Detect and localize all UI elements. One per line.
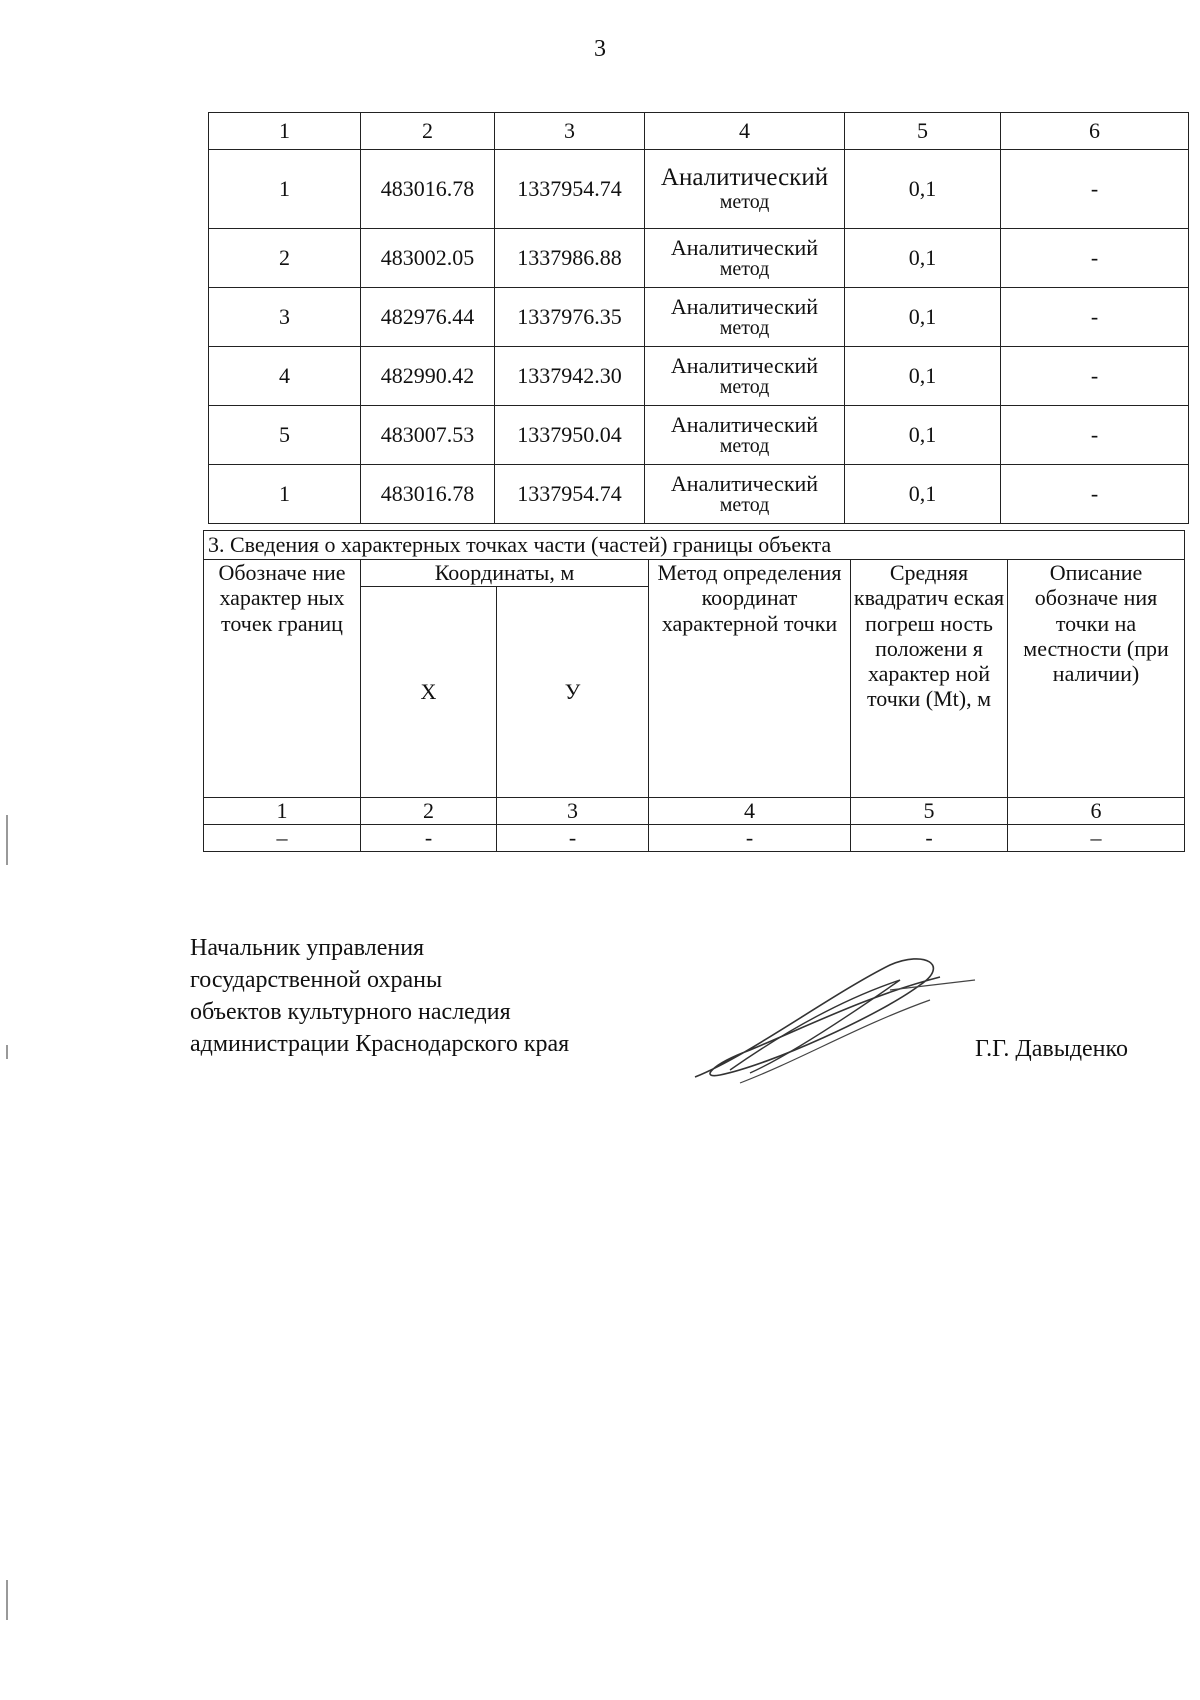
- position-line: администрации Краснодарского края: [190, 1031, 570, 1057]
- method-cell: [645, 288, 845, 347]
- table-row: [204, 825, 1185, 852]
- method-line: Аналитический: [670, 411, 819, 437]
- column-number: 1: [204, 798, 361, 825]
- header-cell: 4: [645, 113, 845, 150]
- part-boundary-points-table: [203, 530, 1185, 852]
- accuracy-cell: 0,1: [845, 229, 1001, 288]
- header-cell: Обозначе ние характер ных точек границ: [204, 560, 361, 798]
- description-cell: -: [1001, 406, 1189, 465]
- method-cell: [645, 150, 845, 229]
- description-cell: -: [1001, 288, 1189, 347]
- table-row: [209, 288, 1189, 347]
- section-title-row: [204, 531, 1185, 560]
- table-row: [209, 406, 1189, 465]
- header-x: X: [361, 587, 497, 798]
- accuracy-cell: 0,1: [845, 465, 1001, 524]
- method-cell: [645, 347, 845, 406]
- method-line: Аналитический: [670, 293, 819, 319]
- method-line: метод: [719, 317, 770, 340]
- table-row: [209, 150, 1189, 229]
- method-line: Аналитический: [670, 352, 819, 378]
- empty-cell: -: [649, 825, 851, 852]
- coord-y: 1337954.74: [495, 465, 645, 524]
- column-number: 2: [361, 798, 497, 825]
- method-line: метод: [719, 376, 770, 399]
- boundary-points-table: [208, 112, 1189, 524]
- position-line: Начальник управления: [190, 935, 425, 961]
- method-line: Аналитический: [660, 164, 829, 192]
- scan-margin-mark: [6, 1045, 8, 1059]
- point-number: 2: [209, 229, 361, 288]
- coord-x: 483007.53: [361, 406, 495, 465]
- coord-x: 483016.78: [361, 150, 495, 229]
- scan-margin-mark: [6, 1580, 8, 1620]
- point-number: 1: [209, 465, 361, 524]
- empty-cell: –: [1008, 825, 1185, 852]
- coord-y: 1337954.74: [495, 150, 645, 229]
- empty-cell: -: [851, 825, 1008, 852]
- header-cell: Описание обозначе ния точки на местности (при наличии): [1008, 560, 1185, 798]
- header-cell: 1: [209, 113, 361, 150]
- table-header-row: [209, 113, 1189, 150]
- header-cell: Метод определения координат характерной точки: [649, 560, 851, 798]
- coord-y: 1337986.88: [495, 229, 645, 288]
- table-row: [209, 229, 1189, 288]
- point-number: 4: [209, 347, 361, 406]
- column-numbers-row: [204, 798, 1185, 825]
- coord-x: 483002.05: [361, 229, 495, 288]
- coordinates-header: Координаты, м: [361, 560, 649, 587]
- empty-cell: -: [361, 825, 497, 852]
- header-cell: 6: [1001, 113, 1189, 150]
- coord-y: 1337950.04: [495, 406, 645, 465]
- method-line: Аналитический: [670, 470, 819, 496]
- accuracy-cell: 0,1: [845, 406, 1001, 465]
- coord-x: 482976.44: [361, 288, 495, 347]
- method-line: метод: [719, 494, 770, 517]
- accuracy-cell: 0,1: [845, 347, 1001, 406]
- position-line: объектов культурного наследия: [190, 999, 511, 1025]
- point-number: 3: [209, 288, 361, 347]
- signatory-position: [190, 932, 569, 1060]
- table-row: [209, 465, 1189, 524]
- table-header-row: [204, 560, 1185, 587]
- method-cell: [645, 465, 845, 524]
- point-number: 5: [209, 406, 361, 465]
- signatory-name: Г.Г. Давыденко: [975, 1036, 1128, 1062]
- method-line: метод: [719, 435, 770, 458]
- point-number: 1: [209, 150, 361, 229]
- table-row: [209, 347, 1189, 406]
- method-line: метод: [719, 190, 770, 213]
- coord-y: 1337942.30: [495, 347, 645, 406]
- description-cell: -: [1001, 150, 1189, 229]
- position-line: государственной охраны: [190, 967, 443, 993]
- column-number: 6: [1008, 798, 1185, 825]
- page-number: 3: [594, 36, 606, 62]
- method-line: метод: [719, 258, 770, 281]
- header-cell: 5: [845, 113, 1001, 150]
- description-cell: -: [1001, 229, 1189, 288]
- coord-x: 483016.78: [361, 465, 495, 524]
- scan-margin-mark: [6, 815, 8, 865]
- header-cell: Средняя квадратич еская погреш ность положени я характер ной точки (Mt), м: [851, 560, 1008, 798]
- coord-x: 482990.42: [361, 347, 495, 406]
- empty-cell: –: [204, 825, 361, 852]
- empty-cell: -: [497, 825, 649, 852]
- section-title: 3. Сведения о характерных точках части (частей) границы объекта: [204, 531, 1185, 560]
- accuracy-cell: 0,1: [845, 288, 1001, 347]
- description-cell: -: [1001, 347, 1189, 406]
- header-cell: 2: [361, 113, 495, 150]
- method-line: Аналитический: [670, 234, 819, 260]
- header-y: У: [497, 587, 649, 798]
- description-cell: -: [1001, 465, 1189, 524]
- handwritten-signature: [690, 955, 980, 1085]
- column-number: 5: [851, 798, 1008, 825]
- column-number: 3: [497, 798, 649, 825]
- column-number: 4: [649, 798, 851, 825]
- coord-y: 1337976.35: [495, 288, 645, 347]
- method-cell: [645, 406, 845, 465]
- accuracy-cell: 0,1: [845, 150, 1001, 229]
- header-cell: 3: [495, 113, 645, 150]
- method-cell: [645, 229, 845, 288]
